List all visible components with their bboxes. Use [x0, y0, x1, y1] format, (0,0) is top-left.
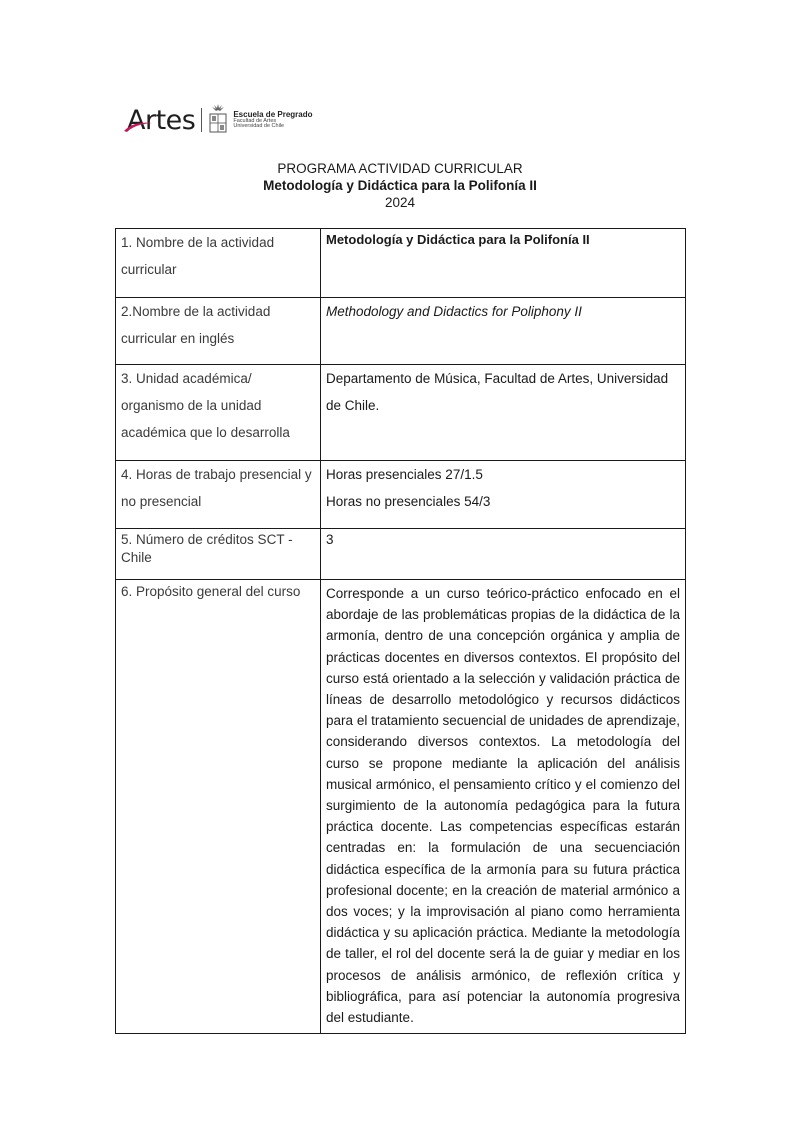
university-seal-icon	[208, 104, 228, 136]
course-title: Metodología y Didáctica para la Polifonía II	[263, 178, 537, 193]
table-row	[116, 365, 686, 461]
program-table	[115, 228, 686, 1034]
logo-artes-wordmark: Artes	[127, 105, 195, 136]
hours-non-presential: Horas no presenciales 54/3	[326, 494, 491, 509]
table-row	[116, 580, 686, 1034]
academic-unit-value: Departamento de Música, Facultad de Artes, Universidad de Chile.	[321, 365, 686, 461]
document-type-title: PROGRAMA ACTIVIDAD CURRICULAR	[277, 161, 523, 176]
row-label: 6. Propósito general del curso	[116, 580, 321, 1034]
credits-value: 3	[321, 529, 686, 580]
logo-university: Universidad de Chile	[233, 123, 285, 129]
table-row	[116, 529, 686, 580]
faculty-logo	[127, 98, 313, 142]
logo-faculty: Facultad de Artes	[233, 117, 277, 124]
logo-divider	[201, 108, 202, 132]
row-value	[321, 229, 686, 298]
document-header	[0, 160, 800, 211]
logo-text-block	[233, 111, 312, 130]
row-label: 2.Nombre de la actividad curricular en inglés	[116, 298, 321, 365]
table-row	[116, 298, 686, 365]
row-label: 4. Horas de trabajo presencial y no presencial	[116, 461, 321, 529]
row-label: 3. Unidad académica/ organismo de la unidad académica que lo desarrolla	[116, 365, 321, 461]
document-year: 2024	[384, 195, 416, 210]
table-row	[116, 229, 686, 298]
row-label: 1. Nombre de la actividad curricular	[116, 229, 321, 298]
logo-swoosh-icon	[123, 119, 153, 133]
row-label: 5. Número de créditos SCT - Chile	[116, 529, 321, 580]
course-name-english-value: Methodology and Didactics for Poliphony II	[321, 298, 686, 365]
course-name-value: Metodología y Didáctica para la Polifonía II	[326, 232, 590, 247]
hours-presential: Horas presenciales 27/1.5	[326, 467, 483, 482]
course-purpose-value: Corresponde a un curso teórico-práctico enfocado en el abordaje de las problemáticas propias de la didáctica de la armonía, dentro de una concepción orgánica y amplia de prácticas docentes en diversos contextos. El propósito del curso está orientado a la selección y validación práctica de líneas de desarrollo metodológico y recursos didácticos para el tratamiento secuencial de unidades de aprendizaje, considerando diversos contextos. La metodología del curso se propone mediante la aplicación del análisis musical armónico, el pensamiento crítico y el comienzo del surgimiento de la autonomía pedagógica para la futura práctica docente. Las competencias específicas estarán centradas en: la formulación de una secuenciación didáctica específica de la armonía para su futura práctica profesional docente; en la creación de material armónico a dos voces; y la improvisación al piano como herramienta didáctica y su aplicación práctica. Mediante la metodología de taller, el rol del docente será la de guiar y mediar en los procesos de análisis armónico, de reflexión crítica y bibliográfica, para así potenciar la autonomía progresiva del estudiante.	[321, 580, 686, 1034]
logo-school: Escuela de Pregrado	[233, 109, 313, 119]
hours-value	[321, 461, 686, 529]
table-row	[116, 461, 686, 529]
